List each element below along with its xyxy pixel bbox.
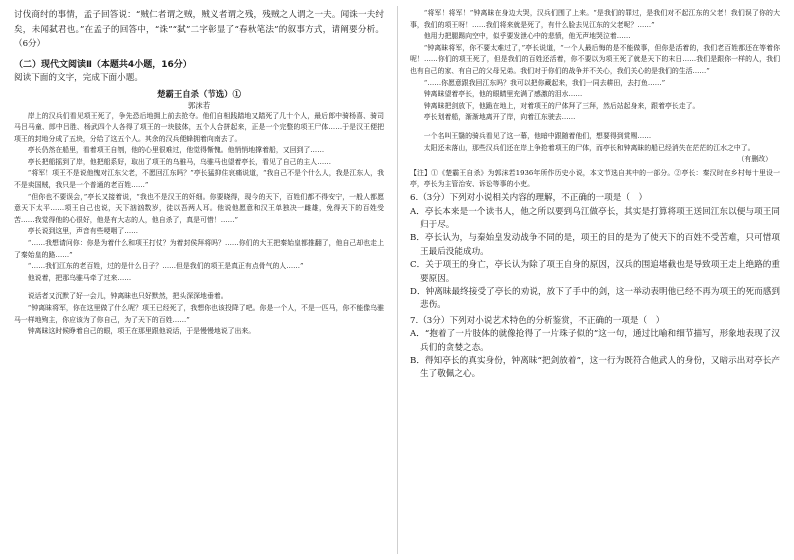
question-6-stem: 6.（3分）下列对小说相关内容的理解，不正确的一项是（ ） — [410, 193, 648, 204]
story-paragraph: “将军！项王不是说他愧对江东父老，不愿回江东吗？”亭长猛抑住哀痛说道，“我自己不是个什么人，我是江东人，我不是卖国贼，我只是一个普通的老百姓……” — [14, 169, 384, 190]
section-title: （二）现代文阅读Ⅱ（本题共4小题，16分） — [14, 59, 192, 70]
question-6-option-c: C．关于项王的身亡，亭长认为除了项王自身的原因，汉兵的围追堵截也是导致项王走上绝路的重要原因。 — [410, 260, 780, 284]
story-text-part-2 — [410, 8, 780, 154]
right-column — [410, 8, 780, 382]
story-paragraph: 钟离昧把剑放下，他跪在地上，对着项王的尸体拜了三拜，然后站起身来，跟着亭长走了。 — [423, 101, 700, 110]
story-paragraph: “钟离昧将军，你在这里做了什么呢？项王已经死了，我想你也该投降了吧。你是一个人，不是一匹马，你不能像乌骓马一样地殉主，你应该为了你自己，为了天下的百姓……” — [14, 304, 384, 324]
story-paragraph: 亭长把船摇到了岸，他把船系好，取出了项王的乌骓马，乌骓马也望着亭长，看见了自己的主人…… — [27, 157, 331, 166]
story-paragraph: “……我想请问你：你是为着什么和项王打仗？为着封侯拜将吗？……你们的大王把秦始皇都推翻了，他自己却也走上了秦始皇的路……” — [14, 239, 384, 259]
question-6-option-a: A．亭长本来是一个读书人，他之所以要到乌江做亭长，其实是打算将项王送回江东以便与项王同归于尽。 — [410, 206, 780, 230]
article-title: 楚霸王自杀（节选）① — [157, 88, 241, 99]
story-paragraph: 他说着，把那乌骓马牵了过来…… — [27, 273, 132, 282]
story-paragraph: 太阳还未落山，那些汉兵们还在岸上争抢着项王的尸体，而亭长和钟离昧的船已经消失在茫茫的江水之中了。 — [423, 143, 755, 152]
story-paragraph: “……我们江东的老百姓，过的是什么日子？……但是我们的项王是真正有点骨气的人……” — [27, 262, 304, 271]
footnote: 【注】①《楚霸王自杀》为郭沫若1936年所作历史小说，本文节选自其中的一部分。②亭长：秦汉时在乡村每十里设一亭，亭长为主管治安、诉讼等事的小吏。 — [410, 169, 780, 189]
story-paragraph: “……你愿意跟我回江东吗？我可以把你藏起来，我们一同去耕田，去打鱼……” — [423, 78, 666, 87]
story-paragraph: “但你也不要误会，”亭长又接着说，“我也不是汉王的奸细。你要晓得，现今的天下，百姓们都不得安宁，一般人都愿意天下太平……项王自己也说，天下汹汹数岁，徒以吾两人耳。他说他愿意和汉王单独决一雌雄，免得天下的百姓受苦……我觉得他的心很好，他是有大志的人，他自杀了，真是可惜！……” — [14, 192, 384, 224]
question-7-option-b: B．得知亭长的真实身份，钟离昧“把剑放着”，这一行为既符合他武人的身份，又暗示出对亭长产生了敬佩之心。 — [410, 356, 780, 380]
story-paragraph: 一个名叫王翳的骑兵看见了这一幕，他暗中跟随着他们，想要得到赏赐…… — [423, 131, 652, 140]
story-paragraph: 亭长说到这里，声音有些哽咽了…… — [27, 227, 139, 236]
reading-instruction: 阅读下面的文字，完成下面小题。 — [14, 72, 143, 83]
story-paragraph: “将军！将军！”钟离昧在身边大哭，汉兵们围了上来。“是我们的罪过，是我们对不起江东的父老！我们误了你的大事，我们的项王呀！……我们将来就是死了，有什么脸去见江东的父老呢？……” — [410, 9, 780, 29]
story-paragraph: 亭长划着船，渐渐地离开了岸，向着江东驶去…… — [423, 113, 576, 122]
question-7-stem: 7.（3分）下列对小说艺术特色的分析鉴赏，不正确的一项是（ ） — [410, 315, 665, 326]
column-divider — [397, 6, 398, 554]
story-paragraph: 他用力把腿踢向空中，似乎要发泄心中的悲愤，他无声地哭泣着…… — [423, 32, 631, 41]
story-paragraph: 说话者又沉默了好一会儿，钟离昧也只好默然，把头深深地垂着。 — [27, 292, 228, 301]
question-5-text: 讨伐商纣的事情，孟子回答说：“贼仁者谓之贼，贼义者谓之残，残贼之人谓之一夫。闻诛一夫纣矣，未闻弑君也。”在孟子的回答中，“诛”“弑”二字彰显了“春秋笔法”的叙事方式，请阐要分析。（6分） — [14, 10, 384, 49]
story-paragraph: “钟离昧将军，你不要太难过了，”亭长说道，“一个人最后悔的是不能做事，但你是活着的，我们老百姓都还在等着你呢！……你们的项王死了，但是我们的百姓还活着，你不要以为项王死了就是天下的末日……我们是跟你一样的人，我们也有自己的家、有自己的父母兄弟。我们对于你们的战争并不关心，我们关心的是我们的生活……” — [410, 43, 780, 75]
question-6-option-b: B．亭长认为，与秦始皇发动战争不同的是，项王的目的是为了使天下的百姓不受苦难，只可惜项王最后没能成功。 — [410, 233, 780, 257]
story-paragraph: 亭长仍然在船里，看着项王自刎，他的心里很难过，他觉得惭愧。他悄悄地撑着船，又回到了…… — [27, 146, 325, 155]
question-6-option-d: D．钟离昧最终接受了亭长的劝说，放下了手中的剑，这一举动表明他已经不再为项王的死而感到悲伤。 — [410, 286, 780, 311]
story-paragraph: 岸上的汉兵们看见项王死了，争先恐后地拥上前去抢夺。他们自相践踏地又踏死了几十个人，最后郎中骑杨喜、骑司马吕马童、郎中吕胜、杨武四个人各得了项王的一块肢体，五个人合拼起来，正是一个完整的项王尸体……于是汉王便把项王的封地分成了五块，分给了这五个人。其余的汉兵便蜂拥着向南去了。 — [14, 111, 384, 143]
story-text-part-1 — [14, 111, 384, 338]
story-paragraph: 钟离昧这时候睁着自己的眼，项王在那里跟他说话，于是慢慢地说了出来。 — [27, 327, 256, 336]
source-attribution: （有删改） — [737, 155, 772, 164]
story-paragraph: 钟离昧望着亭长，他的眼睛里充满了感激的泪水…… — [423, 90, 583, 99]
article-author: 郭沫若 — [187, 100, 211, 110]
question-7-option-a: A．“抱着了一片肢体的就像抢得了一片珠子似的”这一句，通过比喻和细节描写，形象地表现了汉兵们的贪婪之态。 — [410, 329, 780, 353]
left-column — [14, 8, 384, 338]
